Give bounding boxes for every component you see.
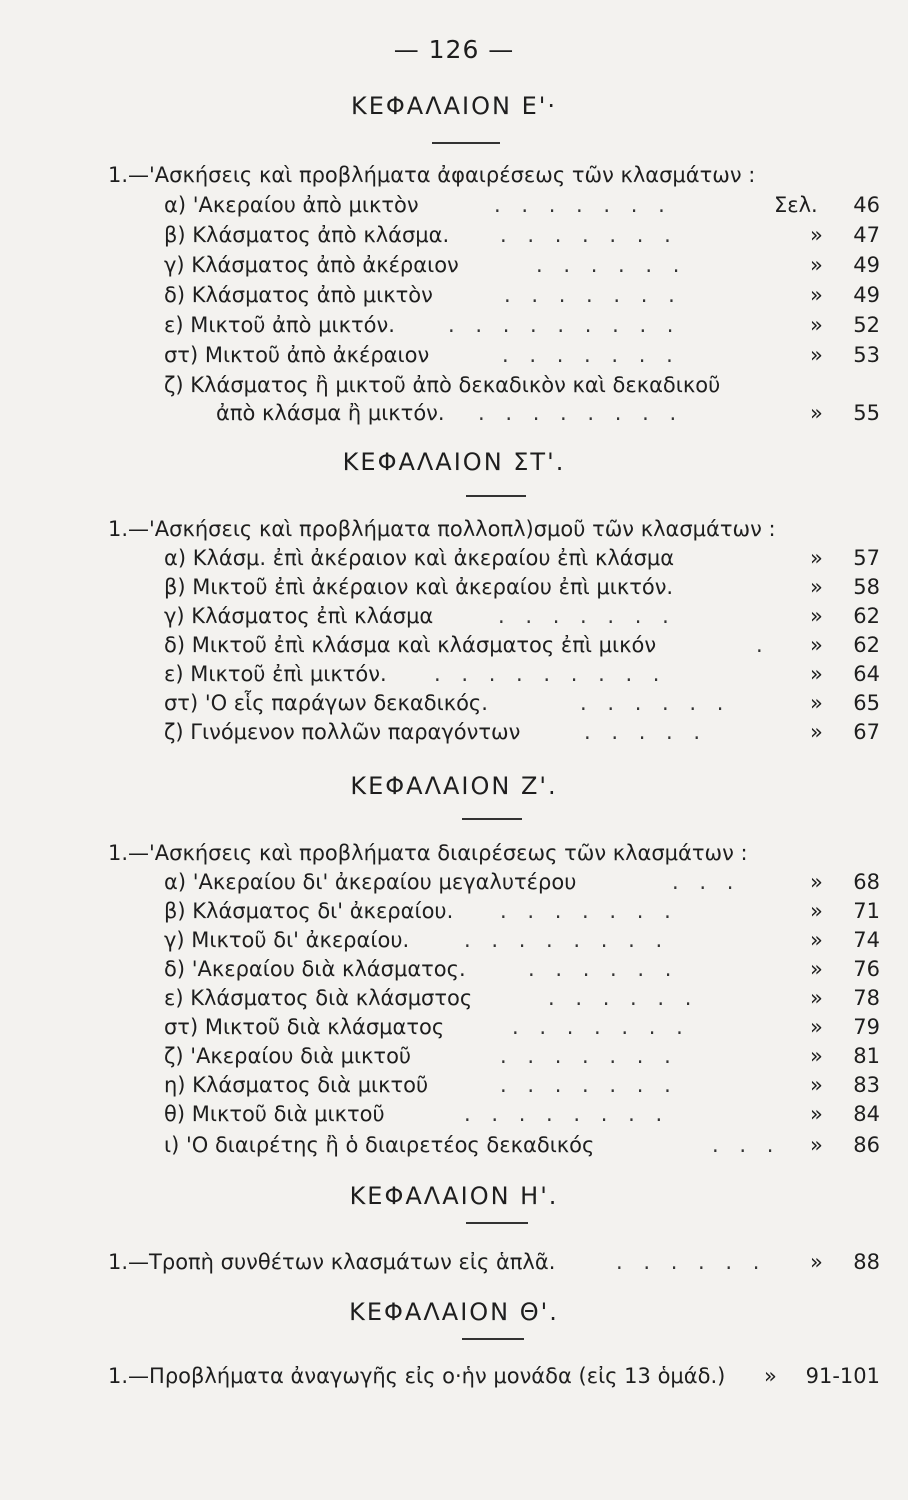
entry-page: 91-101 [805, 1364, 880, 1388]
ditto-mark: » [810, 283, 823, 307]
toc-entry [164, 867, 880, 897]
entry-label: ζ) 'Ακεραίου διὰ μικτοῦ [164, 1044, 412, 1068]
ditto-mark: » [810, 401, 823, 425]
chapter-title: ΚΕΦΑΛΑΙΟΝ Ζ'. [350, 772, 558, 800]
entry-page: 71 [853, 899, 880, 923]
toc-entry [164, 280, 880, 310]
dot-leader: . . . . . . . [500, 1044, 678, 1068]
ditto-mark: » [810, 1133, 823, 1157]
ditto-mark: » [810, 633, 823, 657]
ditto-mark: » [810, 957, 823, 981]
ditto-mark: » [810, 313, 823, 337]
entry-page: 62 [853, 604, 880, 628]
ditto-mark: » [764, 1364, 777, 1388]
dot-leader: . . . . . . . [498, 604, 676, 628]
entry-label: δ) Μικτοῦ ἐπὶ κλάσμα καὶ κλάσματος ἐπὶ μικόν [164, 633, 657, 657]
entry-page: 83 [853, 1073, 880, 1097]
ditto-mark: » [810, 604, 823, 628]
ditto-mark: » [810, 1044, 823, 1068]
section-heading: 1.—'Ασκήσεις καὶ προβλήματα πολλοπλ)σμοῦ τῶν κλασμάτων : [108, 517, 776, 541]
entry-label: γ) Μικτοῦ δι' ἀκεραίου. [164, 928, 410, 952]
toc-entry [164, 630, 880, 660]
entry-label: γ) Κλάσματος ἀπὸ ἀκέραιον [164, 253, 459, 277]
ditto-mark: » [810, 343, 823, 367]
ditto-mark: » [810, 1250, 823, 1274]
dot-leader: . . . . . . [616, 1250, 767, 1274]
ditto-mark: » [810, 1073, 823, 1097]
entry-label: 1.—Τροπὴ συνθέτων κλασμάτων εἰς ἁπλᾶ. [108, 1250, 556, 1274]
chapter-rule [466, 495, 526, 497]
entry-page: 64 [853, 662, 880, 686]
section-heading: 1.—'Ασκήσεις καὶ προβλήματα ἀφαιρέσεως τῶν κλασμάτων : [108, 163, 756, 187]
toc-entry [164, 310, 880, 340]
entry-label: στ) Μικτοῦ διὰ κλάσματος [164, 1015, 445, 1039]
entry-label: β) Μικτοῦ ἐπὶ ἀκέραιον καὶ ἀκεραίου ἐπὶ μικτόν. [164, 575, 674, 599]
entry-page: 86 [853, 1133, 880, 1157]
ditto-mark: » [810, 928, 823, 952]
toc-entry [164, 688, 880, 718]
entry-page: 58 [853, 575, 880, 599]
entry-page: 49 [853, 253, 880, 277]
dot-leader: . . . . . . [580, 691, 731, 715]
section-heading: 1.—'Ασκήσεις καὶ προβλήματα διαιρέσεως τῶν κλασμάτων : [108, 841, 748, 865]
entry-label: δ) Κλάσματος ἀπὸ μικτὸν [164, 283, 433, 307]
toc-entry [164, 1070, 880, 1100]
entry-page: 47 [853, 223, 880, 247]
toc-entry [164, 954, 880, 984]
entry-label: α) Κλάσμ. ἐπὶ ἀκέραιον καὶ ἀκεραίου ἐπὶ κλάσμα [164, 546, 675, 570]
toc-entry [164, 250, 880, 280]
toc-entry [164, 190, 880, 220]
entry-label: ζ) Κλάσματος ἢ μικτοῦ ἀπὸ δεκαδικὸν καὶ δεκαδικοῦ [164, 373, 721, 397]
entry-page: 76 [853, 957, 880, 981]
ditto-mark: » [810, 546, 823, 570]
entry-label: 1.—Προβλήματα ἀναγωγῆς εἰς ο·ἡν μονάδα (εἰς 13 ὁμάδ.) [108, 1364, 726, 1388]
ditto-mark: » [810, 870, 823, 894]
dot-leader: . . . . . . . . [464, 1102, 670, 1126]
entry-page: 88 [853, 1250, 880, 1274]
entry-page: 55 [853, 401, 880, 425]
entry-page: 53 [853, 343, 880, 367]
dot-leader: . [756, 633, 770, 657]
toc-entry [164, 572, 880, 602]
dot-leader: . . . . . . . [500, 1073, 678, 1097]
entry-label: ε) Μικτοῦ ἀπὸ μικτόν. [164, 313, 395, 337]
entry-page: 79 [853, 1015, 880, 1039]
toc-entry [164, 717, 880, 747]
ditto-mark: » [810, 1102, 823, 1126]
toc-entry [164, 543, 880, 573]
entry-page: 84 [853, 1102, 880, 1126]
chapter-rule [462, 818, 522, 820]
entry-page: 74 [853, 928, 880, 952]
toc-entry [164, 370, 880, 400]
dot-leader: . . . . . . . . . [448, 313, 681, 337]
entry-label: ἀπὸ κλάσμα ἢ μικτόν. [216, 401, 445, 425]
dot-leader: . . . . . . [528, 957, 679, 981]
chapter-rule [462, 1338, 524, 1340]
toc-entry [108, 1247, 880, 1277]
entry-page: 62 [853, 633, 880, 657]
toc-entry [164, 1012, 880, 1042]
chapter-title: ΚΕΦΑΛΑΙΟΝ ΣΤ'. [342, 448, 566, 476]
dot-leader: . . . . . . . [500, 223, 678, 247]
dot-leader: . . . . . . . [500, 899, 678, 923]
dot-leader: . . . [712, 1133, 781, 1157]
toc-entry [164, 896, 880, 926]
ditto-mark: » [810, 662, 823, 686]
entry-label: ε) Κλάσματος διὰ κλάσμστος [164, 986, 473, 1010]
dot-leader: . . . . . . . . . [434, 662, 667, 686]
chapter-title: ΚΕΦΑΛΑΙΟΝ Ε'· [351, 92, 557, 120]
chapter-title: ΚΕΦΑΛΑΙΟΝ Θ'. [349, 1298, 559, 1326]
ditto-mark: » [810, 691, 823, 715]
toc-entry [164, 220, 880, 250]
entry-label: β) Κλάσματος ἀπὸ κλάσμα. [164, 223, 450, 247]
dot-leader: . . . . . . [536, 253, 687, 277]
toc-entry-continuation [216, 398, 880, 428]
toc-entry [164, 1099, 880, 1129]
dot-leader: . . . . . . [548, 986, 699, 1010]
entry-page: 67 [853, 720, 880, 744]
toc-entry [164, 1041, 880, 1071]
entry-label: γ) Κλάσματος ἐπὶ κλάσμα [164, 604, 434, 628]
entry-page: 46 [853, 193, 880, 217]
ditto-mark: » [810, 253, 823, 277]
ditto-mark: » [810, 720, 823, 744]
entry-page: 81 [853, 1044, 880, 1068]
entry-label: ζ) Γινόμενον πολλῶν παραγόντων [164, 720, 521, 744]
sel-label: Σελ. [774, 193, 818, 217]
ditto-mark: » [810, 899, 823, 923]
toc-entry [164, 925, 880, 955]
entry-label: δ) 'Ακεραίου διὰ κλάσματος. [164, 957, 466, 981]
dot-leader: . . . . . . . [494, 193, 672, 217]
entry-page: 78 [853, 986, 880, 1010]
dot-leader: . . . . . . . [502, 343, 680, 367]
chapter-rule [466, 1222, 528, 1224]
entry-label: στ) 'Ο εἷς παράγων δεκαδικός. [164, 691, 488, 715]
entry-label: στ) Μικτοῦ ἀπὸ ἀκέραιον [164, 343, 430, 367]
entry-label: ι) 'Ο διαιρέτης ἢ ὁ διαιρετέος δεκαδικός [164, 1133, 595, 1157]
entry-label: α) 'Ακεραίου δι' ἀκεραίου μεγαλυτέρου [164, 870, 577, 894]
chapter-title: ΚΕΦΑΛΑΙΟΝ Η'. [349, 1182, 559, 1210]
dot-leader: . . . . . [584, 720, 708, 744]
ditto-mark: » [810, 575, 823, 599]
dot-leader: . . . . . . . . [464, 928, 670, 952]
toc-entry [164, 983, 880, 1013]
entry-label: α) 'Ακεραίου ἀπὸ μικτὸν [164, 193, 419, 217]
chapter-rule [432, 142, 500, 144]
toc-entry [164, 659, 880, 689]
entry-page: 68 [853, 870, 880, 894]
dot-leader: . . . . . . . [512, 1015, 690, 1039]
ditto-mark: » [810, 986, 823, 1010]
dot-leader: . . . . . . . . [478, 401, 684, 425]
entry-label: β) Κλάσματος δι' ἀκεραίου. [164, 899, 454, 923]
entry-label: η) Κλάσματος διὰ μικτοῦ [164, 1073, 429, 1097]
dot-leader: . . . [672, 870, 741, 894]
toc-entry [108, 1361, 880, 1391]
dot-leader: . . . . . . . [504, 283, 682, 307]
toc-entry [164, 601, 880, 631]
entry-label: θ) Μικτοῦ διὰ μικτοῦ [164, 1102, 385, 1126]
toc-entry [164, 1130, 880, 1160]
entry-page: 57 [853, 546, 880, 570]
entry-page: 65 [853, 691, 880, 715]
entry-page: 52 [853, 313, 880, 337]
entry-page: 49 [853, 283, 880, 307]
page-number: — 126 — [393, 35, 515, 64]
entry-label: ε) Μικτοῦ ἐπὶ μικτόν. [164, 662, 387, 686]
ditto-mark: » [810, 1015, 823, 1039]
toc-entry [164, 340, 880, 370]
ditto-mark: » [810, 223, 823, 247]
